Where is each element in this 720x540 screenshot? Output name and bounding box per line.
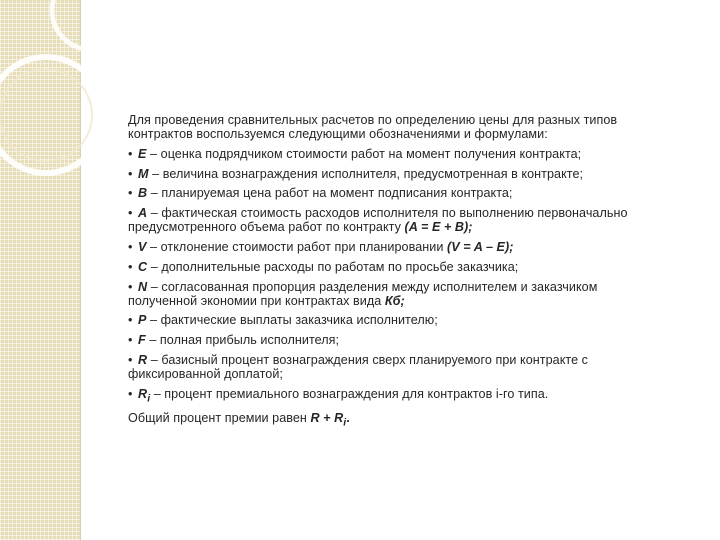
bullet-icon: • [128,279,133,294]
item-symbol: N [138,279,148,294]
item-text: – дополнительные расходы по работам по просьбе заказчика; [147,259,519,274]
item-subscript: i [147,392,151,405]
item-text: – планируемая цена работ на момент подписания контракта; [147,186,513,201]
definition-item [128,333,668,347]
definition-item [128,353,668,381]
bullet-icon: • [128,186,133,201]
item-symbol: C [138,259,148,274]
intro-paragraph: Для проведения сравнительных расчетов по определению цены для разных типов контрактов воспользуемся следующими обозначениями и формулами: [128,113,618,141]
item-text: – полная прибыль исполнителя; [145,333,340,348]
closing-end: . [346,411,350,426]
bullet-icon: • [128,166,133,181]
item-symbol: B [138,186,148,201]
definition-item [128,147,668,161]
item-symbol: A [138,206,148,221]
item-text: – фактическая стоимость расходов исполнителя по выполнению первоначально предусмотренного объема работ по контракту [128,206,628,235]
item-symbol: E [138,146,147,161]
definition-item [128,280,668,308]
slide-body [128,113,668,435]
item-text: – фактические выплаты заказчика исполнителю; [146,313,438,328]
item-symbol: R [138,352,148,367]
bullet-icon: • [128,386,133,401]
bullet-icon: • [128,313,133,328]
closing-subscript: i [343,416,347,429]
item-text: – отклонение стоимости работ при планировании [146,239,447,254]
item-formula: Кб; [384,293,405,308]
bullet-icon: • [128,146,133,161]
item-text: – процент премиального вознаграждения для контрактов i-го типа. [150,386,549,401]
bullet-icon: • [128,259,133,274]
decorative-side-panel [0,0,80,540]
definition-item [128,260,668,274]
closing-text: Общий процент премии равен [128,411,311,426]
closing-line [128,411,668,430]
definition-item [128,313,668,327]
closing-formula: R + R [310,411,344,426]
item-text: – величина вознаграждения исполнителя, предусмотренная в контракте; [148,166,584,181]
item-symbol: R [138,386,148,401]
item-formula: (V = A – E); [446,239,514,254]
item-symbol: M [138,166,149,181]
definition-item [128,387,668,406]
bullet-icon: • [128,239,133,254]
definition-item [128,240,668,254]
definition-item [128,167,668,181]
bullet-icon: • [128,352,133,367]
bullet-icon: • [128,333,133,348]
bullet-icon: • [128,206,133,221]
item-text: – согласованная пропорция разделения между исполнителем и заказчиком полученной экономии при контрактах вида [128,279,598,308]
side-panel-edge [80,0,81,540]
item-text: – базисный процент вознаграждения сверх планируемого при контракте с фиксированной доплатой; [128,352,589,381]
item-symbol: P [138,313,147,328]
definition-item [128,186,668,200]
item-symbol: V [138,239,147,254]
item-formula: (A = E + B); [404,220,473,235]
item-text: – оценка подрядчиком стоимости работ на момент получения контракта; [146,146,582,161]
definition-item [128,206,668,234]
item-symbol: F [138,333,146,348]
